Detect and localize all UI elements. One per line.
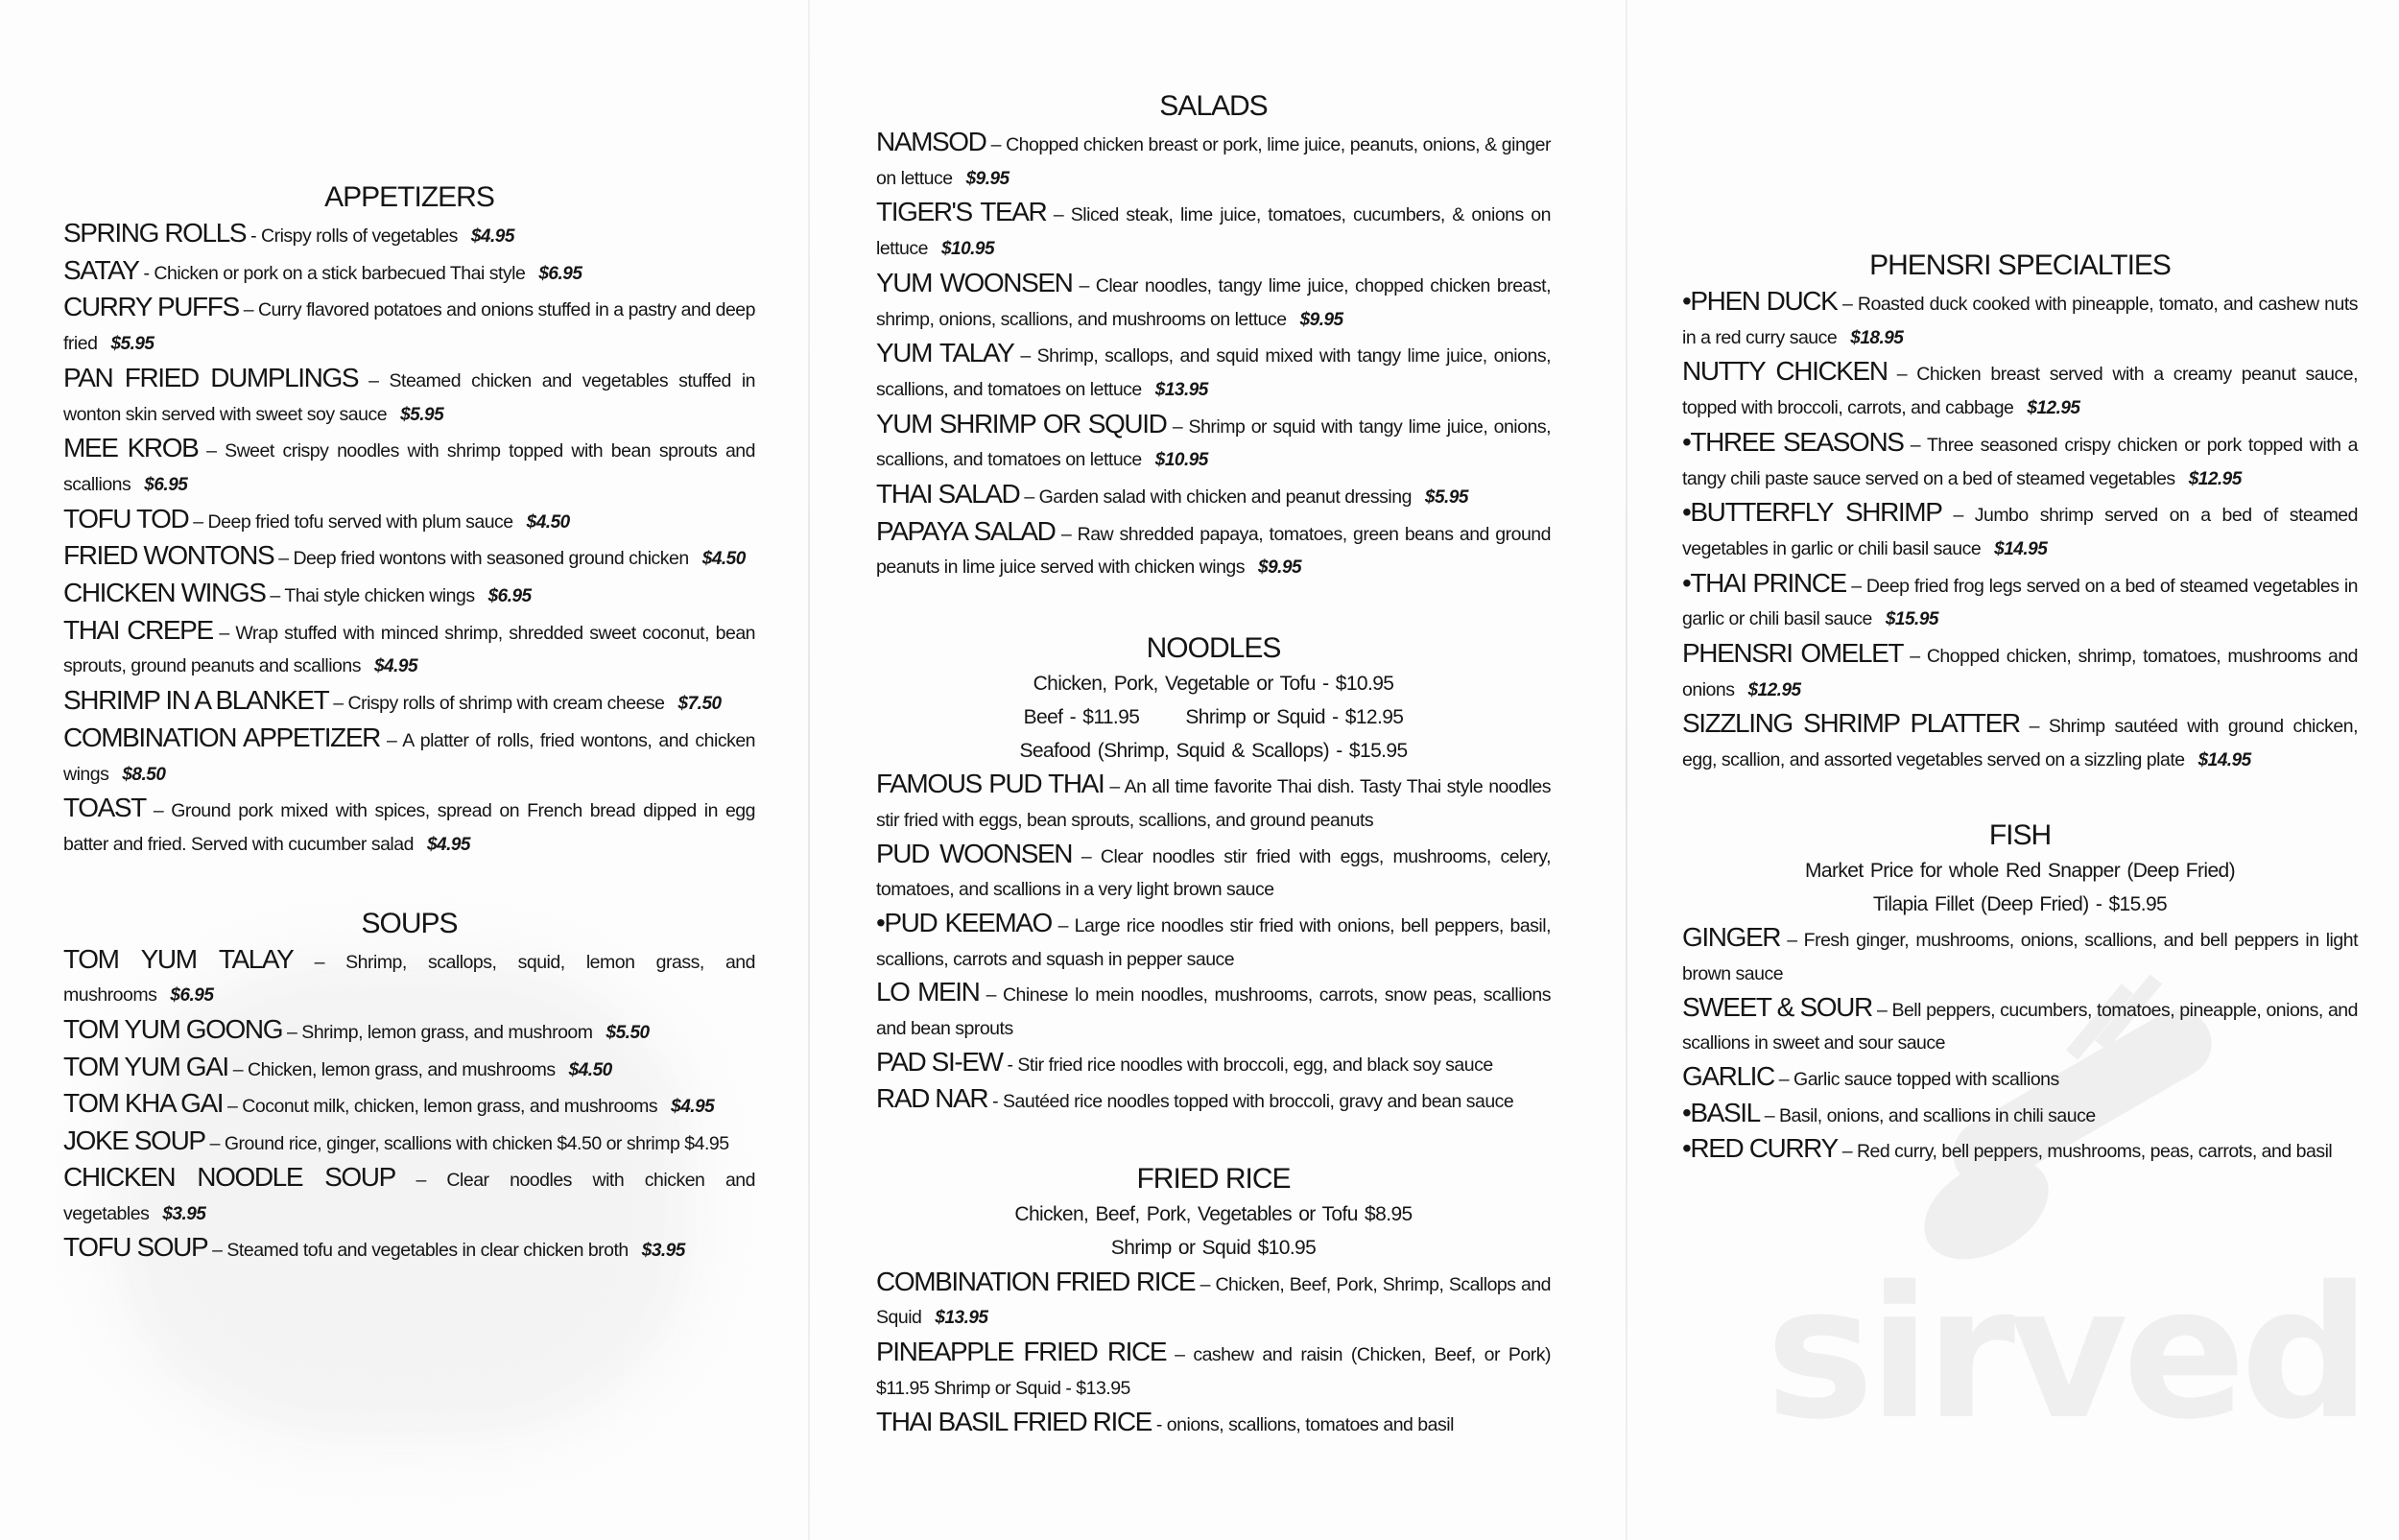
item-description: – Jumbo shrimp served on a bed of steamed vegetables in garlic or chili basil sauce xyxy=(1682,505,2359,559)
section-spacer xyxy=(1682,778,2358,817)
item-description: – Three seasoned crispy chicken or pork topped with a tangy chili paste sauce served on a bed of steamed vegetables xyxy=(1682,434,2358,489)
item-description: – An all time favorite Thai dish. Tasty Thai style noodles stir fried with eggs, bean sprouts, scallions, and ground peanuts xyxy=(876,776,1552,831)
item-price: $9.95 xyxy=(1258,557,1302,579)
item-price: $12.95 xyxy=(2188,468,2242,489)
menu-item xyxy=(1682,426,2358,496)
item-price: $6.95 xyxy=(170,985,214,1007)
item-name: PUD WOONSEN xyxy=(876,838,1073,868)
item-price: $4.95 xyxy=(671,1097,715,1118)
item-name: SATAY xyxy=(63,254,139,285)
menu-item xyxy=(876,976,1551,1045)
section-title: FRIED RICE xyxy=(1136,1163,1291,1196)
item-price: $4.50 xyxy=(701,549,746,570)
menu-item xyxy=(876,1046,1551,1082)
item-description: – Shrimp, scallops, squid, lemon grass, and mushrooms xyxy=(63,951,755,1007)
item-name: COMBINATION FRIED RICE xyxy=(876,1266,1196,1296)
item-description: – Chopped chicken, shrimp, tomatoes, mushrooms and onions xyxy=(1682,646,2359,700)
item-name: TOFU TOD xyxy=(63,503,189,533)
section-title: APPETIZERS xyxy=(324,181,494,213)
price-note: Shrimp or Squid $10.95 xyxy=(1110,1236,1317,1259)
section-title: NOODLES xyxy=(1146,632,1281,665)
item-price: $3.95 xyxy=(162,1203,206,1224)
item-description: – Thai style chicken wings xyxy=(270,585,475,607)
item-description: – Garlic sauce topped with scallions xyxy=(1778,1069,2059,1091)
menu-item xyxy=(63,614,755,684)
item-description: – Steamed tofu and vegetables in clear chicken broth xyxy=(212,1240,629,1262)
menu-item xyxy=(876,907,1551,976)
item-price: $4.95 xyxy=(373,656,418,677)
item-name: •PHEN DUCK xyxy=(1682,286,1838,316)
section-price-line xyxy=(876,668,1551,701)
menu-item xyxy=(876,126,1551,196)
item-name: •PUD KEEMAO xyxy=(876,908,1052,938)
price-note: Tilapia Fillet (Deep Fried) - $15.95 xyxy=(1872,892,2168,915)
menu-item xyxy=(876,337,1551,407)
item-description: – Chicken, lemon grass, and mushrooms xyxy=(232,1058,556,1080)
item-name: NUTTY CHICKEN xyxy=(1682,356,1888,387)
item-description: – Roasted duck cooked with pineapple, tomato, and cashew nuts in a red curry sauce xyxy=(1682,294,2359,348)
item-name: RAD NAR xyxy=(876,1082,988,1113)
section-price-line xyxy=(1682,855,2358,888)
item-description: – Ground rice, ginger, scallions with chicken $4.50 or shrimp $4.95 xyxy=(209,1133,729,1155)
item-description: – Chopped chicken breast or pork, lime juice, peanuts, onions, & ginger on lettuce xyxy=(876,134,1551,189)
item-name: •RED CURRY xyxy=(1682,1133,1838,1164)
item-description: – Curry flavored potatoes and onions stuffed in a pastry and deep fried xyxy=(63,299,755,355)
item-name: PAN FRIED DUMPLINGS xyxy=(63,362,359,392)
menu-item xyxy=(876,1266,1551,1336)
menu-item xyxy=(876,196,1551,266)
item-name: THAI CREPE xyxy=(63,614,213,645)
menu-item xyxy=(63,1125,755,1161)
item-price: $4.95 xyxy=(470,226,514,247)
menu-column-left xyxy=(63,178,755,1268)
item-price: $4.50 xyxy=(568,1059,612,1080)
item-description: – Chicken, Beef, Pork, Shrimp, Scallops and Squid xyxy=(876,1273,1552,1329)
menu-section xyxy=(63,178,755,863)
item-price: $10.95 xyxy=(940,239,995,260)
menu-item xyxy=(63,539,755,577)
section-spacer xyxy=(63,863,755,905)
item-price: $5.95 xyxy=(110,334,154,355)
item-description: – Red curry, bell peppers, mushrooms, peas, carrots, and basil xyxy=(1841,1141,2333,1163)
section-title: SOUPS xyxy=(361,907,458,939)
item-name: •BUTTERFLY SHRIMP xyxy=(1682,497,1942,528)
menu-item xyxy=(876,408,1551,478)
item-price: $6.95 xyxy=(538,263,582,284)
item-name: TOFU SOUP xyxy=(63,1232,208,1263)
item-description: – Large rice noodles stir fried with onions, bell peppers, basil, scallions, carrots and squash in pepper sauce xyxy=(876,915,1551,970)
item-name: TOM KHA GAI xyxy=(63,1088,224,1119)
item-description: – Chinese lo mein noodles, mushrooms, carrots, snow peas, scallions and bean sprouts xyxy=(876,984,1551,1040)
menu-item xyxy=(63,792,755,862)
menu-item xyxy=(63,1051,755,1088)
menu-item xyxy=(63,1231,755,1268)
price-note: Chicken, Beef, Pork, Vegetables or Tofu $8.95 xyxy=(1014,1203,1413,1226)
item-price: $18.95 xyxy=(1850,327,1904,348)
menu-item xyxy=(63,503,755,540)
menu-section xyxy=(1682,778,2358,1169)
menu-item xyxy=(63,722,755,792)
menu-item xyxy=(63,432,755,502)
item-price: $12.95 xyxy=(2027,398,2080,419)
item-price: $6.95 xyxy=(144,474,188,495)
item-description: – Clear noodles stir fried with eggs, mushrooms, celery, tomatoes, and scallions in a very light brown sauce xyxy=(876,845,1551,901)
page-fold-left xyxy=(808,0,810,1540)
item-description: – cashew and raisin (Chicken, Beef, or Pork) $11.95 Shrimp or Squid - $13.95 xyxy=(876,1344,1552,1399)
item-description: – Chicken breast served with a creamy peanut sauce, topped with broccoli, carrots, and cabbage xyxy=(1682,364,2359,419)
menu-item xyxy=(1682,355,2358,425)
menu-item xyxy=(876,515,1551,585)
item-name: SWEET & SOUR xyxy=(1682,991,1872,1022)
menu-item xyxy=(876,768,1551,837)
item-name: THAI SALAD xyxy=(876,479,1020,509)
item-name: FRIED WONTONS xyxy=(63,540,274,571)
item-description: – Coconut milk, chicken, lemon grass, and mushrooms xyxy=(227,1096,658,1118)
menu-item xyxy=(1682,1097,2358,1133)
item-name: MEE KROB xyxy=(63,433,199,463)
menu-column-right xyxy=(1682,247,2358,1169)
price-note: Beef - $11.95 xyxy=(1023,705,1140,728)
item-description: - Crispy rolls of vegetables xyxy=(250,225,458,247)
item-name: SHRIMP IN A BLANKET xyxy=(63,685,329,716)
item-description: – Shrimp, scallops, and squid mixed with tangy lime juice, onions, scallions, and tomatoes on lettuce xyxy=(876,345,1551,400)
item-name: SIZZLING SHRIMP PLATTER xyxy=(1682,708,2020,739)
item-price: $8.50 xyxy=(122,764,166,785)
item-description: – Shrimp, lemon grass, and mushroom xyxy=(287,1022,593,1044)
menu-item xyxy=(876,1082,1551,1119)
menu-item xyxy=(876,838,1551,907)
item-description: – Fresh ginger, mushrooms, onions, scallions, and bell peppers in light brown sauce xyxy=(1682,930,2358,984)
item-name: COMBINATION APPETIZER xyxy=(63,722,380,752)
item-name: THAI BASIL FRIED RICE xyxy=(876,1406,1152,1436)
menu-item xyxy=(63,943,755,1013)
item-name: YUM WOONSEN xyxy=(876,267,1073,297)
item-price: $6.95 xyxy=(487,586,532,607)
item-name: •THREE SEASONS xyxy=(1682,426,1904,457)
item-price: $13.95 xyxy=(1154,379,1208,400)
menu-item xyxy=(1682,1132,2358,1169)
section-price-line xyxy=(1682,888,2358,922)
item-description: – Ground pork mixed with spices, spread on French bread dipped in egg batter and fried. Served with cucumber salad xyxy=(63,800,755,855)
menu-section xyxy=(876,1118,1551,1441)
menu-item xyxy=(1682,991,2358,1060)
item-price: $5.95 xyxy=(1424,487,1468,509)
item-description: – Deep fried wontons with seasoned ground chicken xyxy=(278,548,689,570)
item-price: $5.95 xyxy=(400,404,444,425)
item-name: CHICKEN NOODLE SOUP xyxy=(63,1161,395,1192)
item-name: YUM TALAY xyxy=(876,338,1014,368)
menu-item xyxy=(876,478,1551,515)
item-description: – Garden salad with chicken and peanut dressing xyxy=(1024,486,1412,509)
item-description: – Clear noodles with chicken and vegetables xyxy=(63,1169,755,1224)
item-description: – Wrap stuffed with minced shrimp, shredded sweet coconut, bean sprouts, ground peanuts and scallions xyxy=(63,622,756,677)
item-price: $10.95 xyxy=(1154,450,1208,471)
menu-item xyxy=(63,217,755,254)
item-name: •THAI PRINCE xyxy=(1682,567,1846,598)
item-description: – Bell peppers, cucumbers, tomatoes, pineapple, onions, and scallions in sweet and sour sauce xyxy=(1682,999,2358,1054)
menu-item xyxy=(1682,285,2358,355)
item-name: FAMOUS PUD THAI xyxy=(876,769,1104,799)
item-description: – Sliced steak, lime juice, tomatoes, cucumbers, & onions on lettuce xyxy=(876,204,1551,260)
menu-item xyxy=(63,362,755,432)
item-price: $4.95 xyxy=(426,834,470,855)
item-price: $15.95 xyxy=(1885,609,1938,630)
item-description: – Clear noodles, tangy lime juice, chopped chicken breast, shrimp, onions, scallions, and mushrooms on lettuce xyxy=(876,274,1551,330)
section-price-line xyxy=(876,1232,1551,1266)
item-description: - onions, scallions, tomatoes and basil xyxy=(1155,1413,1454,1435)
item-description: - Chicken or pork on a stick barbecued Thai style xyxy=(143,262,526,284)
menu-item xyxy=(876,1336,1551,1405)
item-name: •BASIL xyxy=(1682,1097,1760,1127)
item-price: $14.95 xyxy=(1994,538,2048,559)
menu-section xyxy=(1682,247,2358,778)
item-name: PINEAPPLE FRIED RICE xyxy=(876,1337,1167,1367)
item-name: SPRING ROLLS xyxy=(63,218,247,248)
price-note: Chicken, Pork, Vegetable or Tofu - $10.95 xyxy=(1033,673,1394,696)
item-description: – Shrimp or squid with tangy lime juice, onions, scallions, and tomatoes on lettuce xyxy=(876,415,1552,471)
section-title: PHENSRI SPECIALTIES xyxy=(1869,249,2171,281)
item-description: – Deep fried tofu served with plum sauce xyxy=(193,510,513,533)
item-price: $12.95 xyxy=(1747,679,1801,700)
menu-item xyxy=(63,1161,755,1231)
menu-section xyxy=(63,863,755,1268)
item-name: LO MEIN xyxy=(876,977,980,1007)
section-price-line xyxy=(876,701,1551,735)
menu-item xyxy=(876,1406,1551,1442)
price-note: Shrimp or Squid - $12.95 xyxy=(1185,705,1404,728)
item-description: – Deep fried frog legs served on a bed of steamed vegetables in garlic or chili basil sauce xyxy=(1682,575,2359,630)
item-price: $5.50 xyxy=(606,1023,650,1044)
item-name: TOAST xyxy=(63,793,146,823)
menu-item xyxy=(1682,707,2358,777)
menu-item xyxy=(63,291,755,361)
item-description: – Sweet crispy noodles with shrimp topped with bean sprouts and scallions xyxy=(63,440,755,495)
section-title: FISH xyxy=(1988,818,2052,851)
menu-section xyxy=(876,87,1551,585)
item-name: YUM SHRIMP OR SQUID xyxy=(876,408,1167,438)
item-name: PHENSRI OMELET xyxy=(1682,638,1904,669)
menu-item xyxy=(1682,637,2358,707)
item-name: NAMSOD xyxy=(876,127,986,156)
item-price: $14.95 xyxy=(2197,750,2251,771)
menu-item xyxy=(63,684,755,722)
item-description: – A platter of rolls, fried wontons, and chicken wings xyxy=(63,729,756,785)
item-description: – Steamed chicken and vegetables stuffed in wonton skin served with sweet soy sauce xyxy=(63,369,756,425)
section-spacer xyxy=(876,1118,1551,1160)
item-description: – Crispy rolls of shrimp with cream cheese xyxy=(333,693,665,715)
item-description: – Raw shredded papaya, tomatoes, green beans and ground peanuts in lime juice served with chicken wings xyxy=(876,523,1552,579)
price-note: Market Price for whole Red Snapper (Deep Fried) xyxy=(1805,859,2235,882)
section-price-line xyxy=(876,735,1551,769)
page-fold-right xyxy=(1626,0,1627,1540)
item-name: TIGER'S TEAR xyxy=(876,197,1047,227)
watermark-text: sirved xyxy=(1766,1247,2365,1459)
menu-item xyxy=(63,1087,755,1125)
menu-item xyxy=(63,577,755,614)
item-price: $13.95 xyxy=(935,1308,988,1329)
item-price: $9.95 xyxy=(965,168,1009,189)
menu-item xyxy=(63,254,755,292)
item-name: PAPAYA SALAD xyxy=(876,515,1056,546)
item-description: - Sautéed rice noodles topped with broccoli, gravy and bean sauce xyxy=(992,1090,1514,1112)
item-name: CHICKEN WINGS xyxy=(63,578,266,608)
item-price: $3.95 xyxy=(641,1241,685,1262)
item-description: – Shrimp sautéed with ground chicken, egg, scallion, and assorted vegetables served on a sizzling plate xyxy=(1682,716,2358,771)
item-name: TOM YUM GAI xyxy=(63,1051,228,1081)
item-name: GINGER xyxy=(1682,922,1781,953)
menu-item xyxy=(1682,1060,2358,1097)
item-price: $4.50 xyxy=(526,511,570,533)
menu-item xyxy=(876,267,1551,337)
section-spacer xyxy=(876,585,1551,629)
menu-section xyxy=(876,585,1551,1118)
price-note: Seafood (Shrimp, Squid & Scallops) - $15.95 xyxy=(1019,739,1408,762)
section-price-line xyxy=(876,1198,1551,1232)
menu-item xyxy=(63,1013,755,1051)
section-title: SALADS xyxy=(1159,90,1268,122)
item-name: TOM YUM TALAY xyxy=(63,943,294,974)
item-name: PAD SI-EW xyxy=(876,1046,1003,1077)
item-name: JOKE SOUP xyxy=(63,1125,205,1156)
item-name: GARLIC xyxy=(1682,1061,1774,1092)
item-price: $9.95 xyxy=(1299,309,1343,330)
item-description: – Basil, onions, and scallions in chili sauce xyxy=(1764,1104,2096,1126)
item-name: CURRY PUFFS xyxy=(63,292,239,322)
item-description: - Stir fried rice noodles with broccoli, egg, and black soy sauce xyxy=(1007,1054,1493,1076)
item-price: $7.50 xyxy=(677,694,722,715)
menu-item xyxy=(1682,921,2358,990)
menu-column-middle xyxy=(876,87,1551,1441)
item-name: TOM YUM GOONG xyxy=(63,1014,283,1045)
menu-item xyxy=(1682,496,2358,566)
menu-item xyxy=(1682,567,2358,637)
